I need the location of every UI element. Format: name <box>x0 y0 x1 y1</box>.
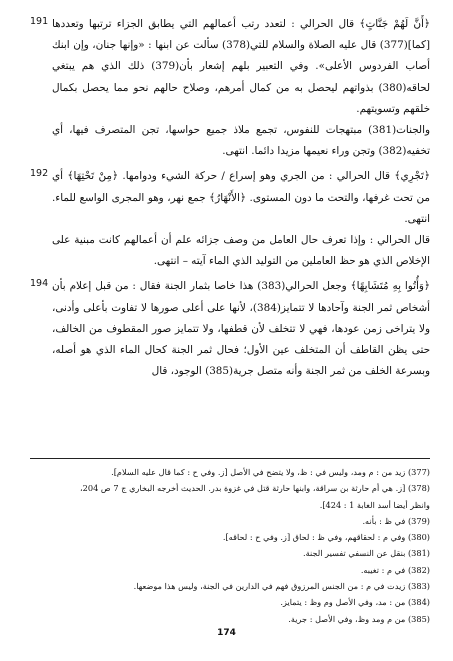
main-text <box>30 14 430 382</box>
footnote-divider <box>30 458 430 459</box>
paragraph-text: ﴿وَأُتُوا بِهِ مُتَشَابِهًا﴾ وجعل الحرالي(383) هذا خاصا بثمار الجنة فقال : من قبل إعلام بأن أشخاص ثمر الجنة وآحادها لا تتمايز(384)، لأنها على أعلى صورها لا تفاوت بأعلى وأدنى، ولا يتراخى زمن عودها، فهي لا تتخلف لأن قطفها، ولا تتمايز صور المقطوف من الخالف، حتى يظن القاطف أن المتخلف عين الأول؛ فحال ثمر الجنة كحال الماء الذي هو أصله، وبسرعة الخلف من ثمر الجنة وأنه متصل جرية(385) الوجود، قال <box>52 280 431 378</box>
footnote: (379) في ظ : بأنه. <box>362 515 430 526</box>
footnotes <box>30 464 430 627</box>
page-number: 174 <box>217 628 236 638</box>
footnote: (385) من م ومد وظ، وفي الأصل : جرية. <box>288 613 430 624</box>
verse-number: 192 <box>30 168 49 180</box>
paragraph-text: قال الحرالي : وإذا تعرف حال العامل من وصف جزائه علم أن أعمالهم كانت مبنية على الإخلاص الذي هو حظ العاملين من التوليد الذي الماء آيته – انتهى. <box>52 234 430 268</box>
paragraph-192 <box>30 166 430 230</box>
footnote: (377) زيد من : م ومد، وليس في : ظ، ولا يتضح في الأصل [ز. وفي ح : كما قال عليه السلام]. <box>111 467 430 477</box>
verse-number: 194 <box>30 278 49 290</box>
paragraph-text: ﴿أَنَّ لَهُمْ جَنَّاتٍ﴾ قال الحرالي : لتعدد رتب أعمالهم التي يطابق الجزاء ترتبها وتعددها [كما](377) قال عليه الصلاة والسلام للتي(378) سألت عن ابنها : «وإنها جنان، وإن ابنك أصاب الفردوس الأعلى». وفي التعبير بلهم إشعار بأن(379) ذلك الذي هم يبتغي لحاقه(380) بذواتهم ليحصل به من كمال أمرهم، وصلاح حالهم نحو مما يحصل بكمال خلقهم وتسويتهم. <box>52 18 430 115</box>
footnote: (384) من : مد، وفي الأصل وم وظ : يتمايز. <box>280 597 430 608</box>
paragraph-191-cont <box>30 120 430 162</box>
paragraph-text: والجنات(381) مبتهجات للنفوس، تجمع ملاذ جميع حواسها، تجن المتصرف فيها، أي تخفيه(382) وتجن وراء نعيمها مزيدا دائما. انتهى. <box>52 124 430 158</box>
footnote: (380) وفي م : لحقاقهم، وفي ظ : لحاق [ز. وفي ح : لحاقه]. <box>222 532 430 543</box>
paragraph-191 <box>30 14 430 120</box>
verse-number: 191 <box>30 16 49 27</box>
footnote: (378) [ز. هي أم حارثة بن سراقة، وابنها حارثة قتل في غزوة بدر. الحديث أخرجه البخاري ج 7 ص 204، <box>80 483 430 494</box>
paragraph-192-cont <box>30 230 430 272</box>
footnote: (382) في م : تغيبه. <box>360 564 430 575</box>
paragraph-text: ﴿تَجْرِي﴾ قال الحرالي : من الجري وهو إسراع / حركة الشيء ودوامها. ﴿مِنْ تَحْتِهَا﴾ أي من تحت غرفها، والتحت ما دون المستوى. ﴿الأَنْهَارُ﴾ جمع نهر، وهو المجرى الواسع للماء. انتهى. <box>52 170 430 225</box>
footnote: (381) بنقل عن النسفي تفسير الجنة. <box>302 548 430 559</box>
paragraph-194 <box>30 276 430 382</box>
footnote: (383) زيدت في م : من الجنس المرزوق فهم في الدارين في الجنة، وليس هذا موضعها. <box>133 581 430 592</box>
footnote: وانظر أيضا أسد الغابة 1 : 424]. <box>319 499 430 510</box>
